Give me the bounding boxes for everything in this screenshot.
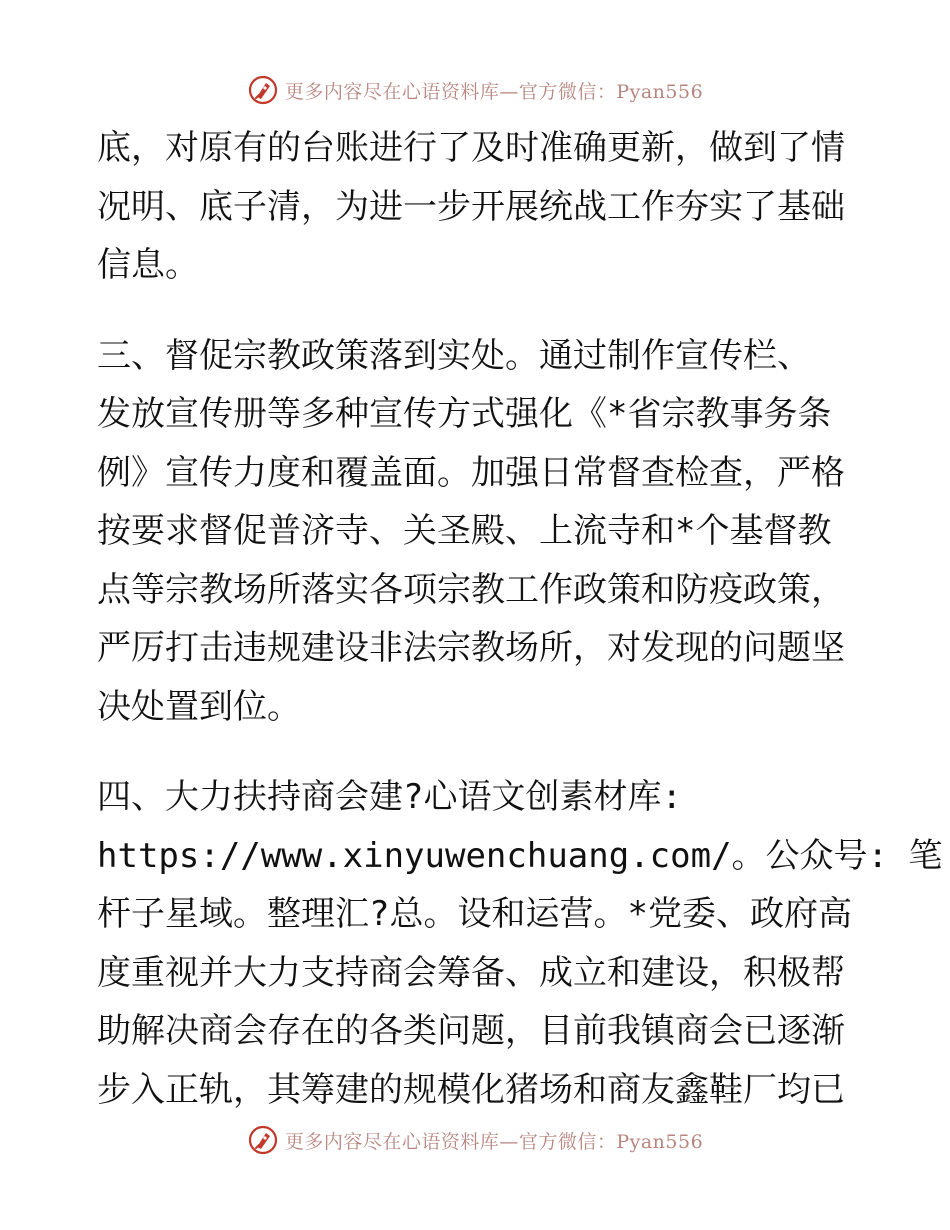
watermark-text: 更多内容尽在心语资料库—官方微信：Pyan556 bbox=[284, 1130, 704, 1153]
text-line: 步入正轨，其筹建的规模化猪场和商友鑫鞋厂均已 bbox=[97, 1069, 845, 1110]
text-line: 发放宣传册等多种宣传方式强化《*省宗教事务条 bbox=[97, 394, 832, 434]
watermark-text: 更多内容尽在心语资料库—官方微信：Pyan556 bbox=[284, 80, 704, 103]
text-line: 况明、底子清，为进一步开展统战工作夯实了基础 bbox=[97, 186, 845, 227]
paragraph bbox=[97, 119, 857, 295]
paragraph bbox=[97, 768, 943, 1119]
text-line: 点等宗教场所落实各项宗教工作政策和防疫政策， bbox=[97, 569, 845, 610]
text-line: 例》宣传力度和覆盖面。加强日常督查检查，严格 bbox=[97, 452, 845, 493]
paragraph-spacer bbox=[97, 736, 857, 768]
header-watermark bbox=[0, 70, 950, 110]
text-line: 底，对原有的台账进行了及时准确更新，做到了情 bbox=[97, 128, 845, 168]
paragraph bbox=[97, 327, 857, 737]
text-line: 四、大力扶持商会建?心语文创素材库: bbox=[97, 777, 682, 817]
text-line: 助解决商会存在的各类问题，目前我镇商会已逐渐 bbox=[97, 1011, 845, 1051]
text-line: 度重视并大力支持商会筹备、成立和建设，积极帮 bbox=[97, 952, 845, 993]
text-line: 按要求督促普济寺、关圣殿、上流寺和*个基督教 bbox=[97, 511, 832, 551]
text-line: 严厉打击违规建设非法宗教场所，对发现的问题坚 bbox=[97, 628, 845, 668]
pen-nib-logo-icon bbox=[247, 1124, 279, 1156]
footer-watermark bbox=[0, 1120, 950, 1160]
text-line: 决处置到位。 bbox=[97, 686, 301, 727]
text-line: 三、督促宗教政策落到实处。通过制作宣传栏、 bbox=[97, 335, 811, 376]
text-line: https://www.xinyuwenchuang.com/。公众号: 笔 bbox=[97, 835, 943, 876]
pen-nib-logo-icon bbox=[247, 74, 279, 106]
body-text bbox=[97, 119, 943, 1119]
paragraph-spacer bbox=[97, 295, 857, 327]
text-line: 杆子星域。整理汇?总。设和运营。*党委、政府高 bbox=[97, 894, 852, 934]
text-line: 信息。 bbox=[97, 245, 199, 285]
